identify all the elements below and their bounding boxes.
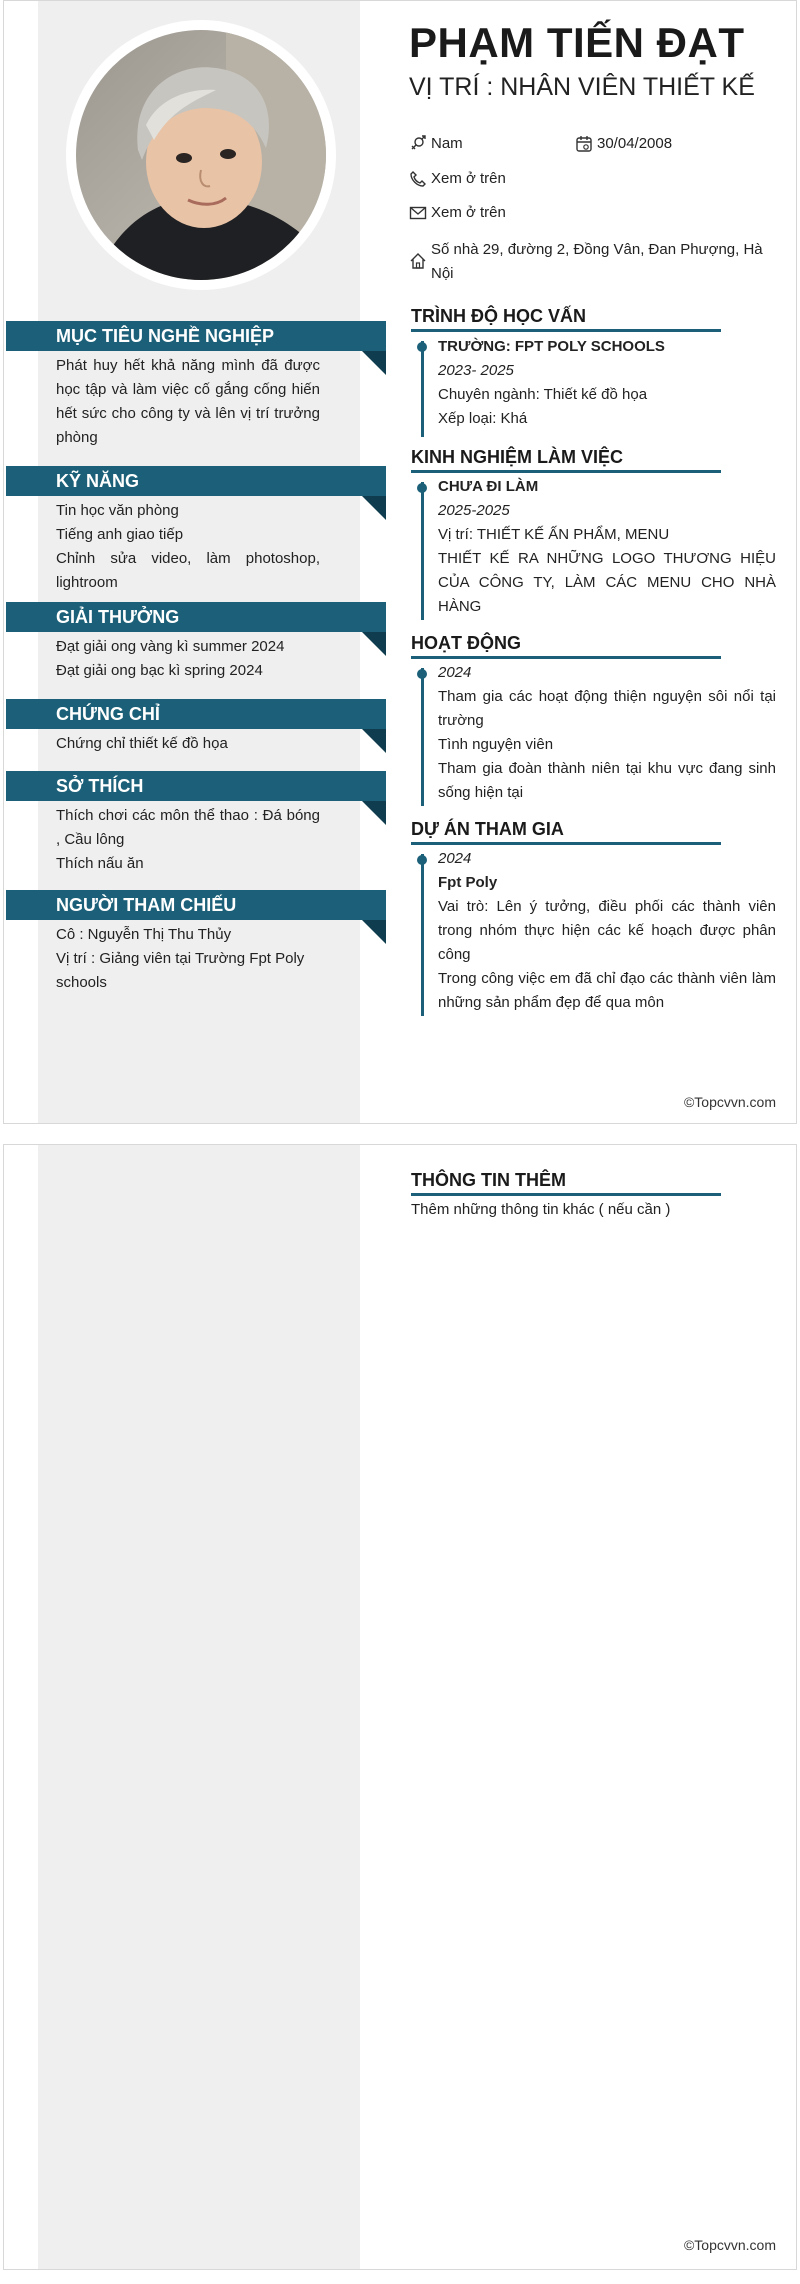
phone-info (409, 167, 709, 191)
candidate-role: VỊ TRÍ : NHÂN VIÊN THIẾT KẾ (409, 73, 755, 101)
list-item: Tình nguyện viên (438, 736, 554, 753)
list-item: Tham gia các hoạt động thiện nguyện sôi nổi tại trường (438, 688, 776, 729)
awards-heading: GIẢI THƯỞNG (6, 602, 386, 632)
experience-timeline (421, 482, 424, 620)
footer-brand: ©Topcvvn.com (683, 2237, 776, 2253)
projects-heading: DỰ ÁN THAM GIA (411, 819, 564, 839)
hobbies-list (56, 804, 320, 876)
list-item: Tin học văn phòng (56, 502, 179, 519)
references-list (56, 923, 320, 995)
list-item: Thích chơi các môn thể thao : Đá bóng , Cầu lông (56, 807, 320, 848)
project-name: Fpt Poly (438, 874, 498, 891)
cv-page-2 (3, 1144, 797, 2270)
certificates-list (56, 732, 320, 756)
more-info-underline (411, 1193, 721, 1196)
activities-heading: HOẠT ĐỘNG (411, 633, 521, 653)
certificates-fold (362, 729, 386, 753)
email-value: Xem ở trên (431, 204, 506, 221)
list-item: Tiếng anh giao tiếp (56, 526, 184, 543)
references-heading: NGƯỜI THAM CHIẾU (6, 890, 386, 920)
experience-position: Vị trí: THIẾT KẾ ẤN PHẨM, MENU (438, 526, 670, 543)
experience-description: THIẾT KẾ RA NHỮNG LOGO THƯƠNG HIỆU CỦA CÔNG TY, LÀM CÁC MENU CHO NHÀ HÀNG (438, 550, 776, 615)
education-period: 2023- 2025 (438, 362, 514, 379)
education-grade: Xếp loại: Khá (438, 410, 528, 427)
more-info-text: Thêm những thông tin khác ( nếu cần ) (411, 1201, 671, 1218)
projects-entry (438, 847, 776, 1015)
hobbies-fold (362, 801, 386, 825)
address-value: Số nhà 29, đường 2, Đồng Vân, Đan Phượng, Hà Nội (431, 241, 763, 282)
education-underline (411, 329, 721, 332)
certificates-heading: CHỨNG CHỈ (6, 699, 386, 729)
awards-list (56, 635, 320, 683)
education-heading: TRÌNH ĐỘ HỌC VẤN (411, 306, 586, 326)
sidebar-background (38, 1145, 360, 2269)
more-info-heading: THÔNG TIN THÊM (411, 1170, 566, 1190)
school-name: TRƯỜNG: FPT POLY SCHOOLS (438, 338, 665, 355)
education-timeline (421, 341, 424, 437)
activities-underline (411, 656, 721, 659)
projects-dot (417, 855, 427, 865)
cv-page-1 (3, 0, 797, 1124)
list-item: Vai trò: Lên ý tưởng, điều phối các thành viên trong nhóm thực hiện các kế hoạch được phân công (438, 898, 776, 963)
list-item: Chỉnh sửa video, làm photoshop, lightroom (56, 550, 320, 591)
project-period: 2024 (438, 850, 472, 867)
references-fold (362, 920, 386, 944)
objective-heading: MỤC TIÊU NGHỀ NGHIỆP (6, 321, 386, 351)
awards-fold (362, 632, 386, 656)
list-item: Thích nấu ăn (56, 855, 144, 872)
experience-entry (438, 475, 776, 619)
gender-value: Nam (431, 135, 463, 152)
avatar-photo (76, 30, 326, 280)
projects-underline (411, 842, 721, 845)
experience-heading: KINH NGHIỆM LÀM VIỆC (411, 447, 624, 467)
experience-underline (411, 470, 721, 473)
avatar (76, 30, 326, 280)
list-item: Trong công việc em đã chỉ đạo các thành viên làm những sản phẩm đẹp để qua môn (438, 970, 776, 1011)
activities-period: 2024 (438, 664, 472, 681)
phone-icon (409, 170, 427, 188)
projects-timeline (421, 854, 424, 1016)
phone-value: Xem ở trên (431, 170, 506, 187)
birthdate-info (575, 132, 755, 156)
list-item: Cô : Nguyễn Thị Thu Thủy (56, 926, 232, 943)
email-icon (409, 204, 427, 222)
hobbies-heading: SỞ THÍCH (6, 771, 386, 801)
gender-icon (409, 135, 427, 153)
activities-entry (438, 661, 776, 805)
education-entry (438, 335, 776, 431)
list-item: Vị trí : Giảng viên tại Trường Fpt Poly schools (56, 950, 305, 991)
company-name: CHƯA ĐI LÀM (438, 478, 539, 495)
gender-info (409, 132, 559, 156)
list-item: Đạt giải ong bạc kì spring 2024 (56, 662, 263, 679)
experience-period: 2025-2025 (438, 502, 510, 519)
objective-text: Phát huy hết khả năng mình đã được học tập và làm việc cố gắng cống hiến hết sức cho công ty và lên vị trí trưởng phòng (56, 357, 320, 446)
calendar-icon (575, 135, 593, 153)
objective-section (56, 354, 320, 450)
activities-dot (417, 669, 427, 679)
activities-timeline (421, 668, 424, 806)
education-major: Chuyên ngành: Thiết kế đồ họa (438, 386, 648, 403)
footer-brand: ©Topcvvn.com (683, 1094, 776, 1110)
birthdate-value: 30/04/2008 (597, 135, 673, 152)
education-dot (417, 342, 427, 352)
skills-list (56, 499, 320, 595)
skills-heading: KỸ NĂNG (6, 466, 386, 496)
skills-fold (362, 496, 386, 520)
list-item: Chứng chỉ thiết kế đồ họa (56, 735, 228, 752)
list-item: Tham gia đoàn thành niên tại khu vực đang sinh sống hiện tại (438, 760, 776, 801)
email-info (409, 201, 709, 225)
objective-fold (362, 351, 386, 375)
home-icon (409, 252, 427, 270)
address-info (409, 238, 779, 286)
list-item: Đạt giải ong vàng kì summer 2024 (56, 638, 285, 655)
experience-dot (417, 483, 427, 493)
candidate-name: PHẠM TIẾN ĐẠT (409, 19, 745, 66)
